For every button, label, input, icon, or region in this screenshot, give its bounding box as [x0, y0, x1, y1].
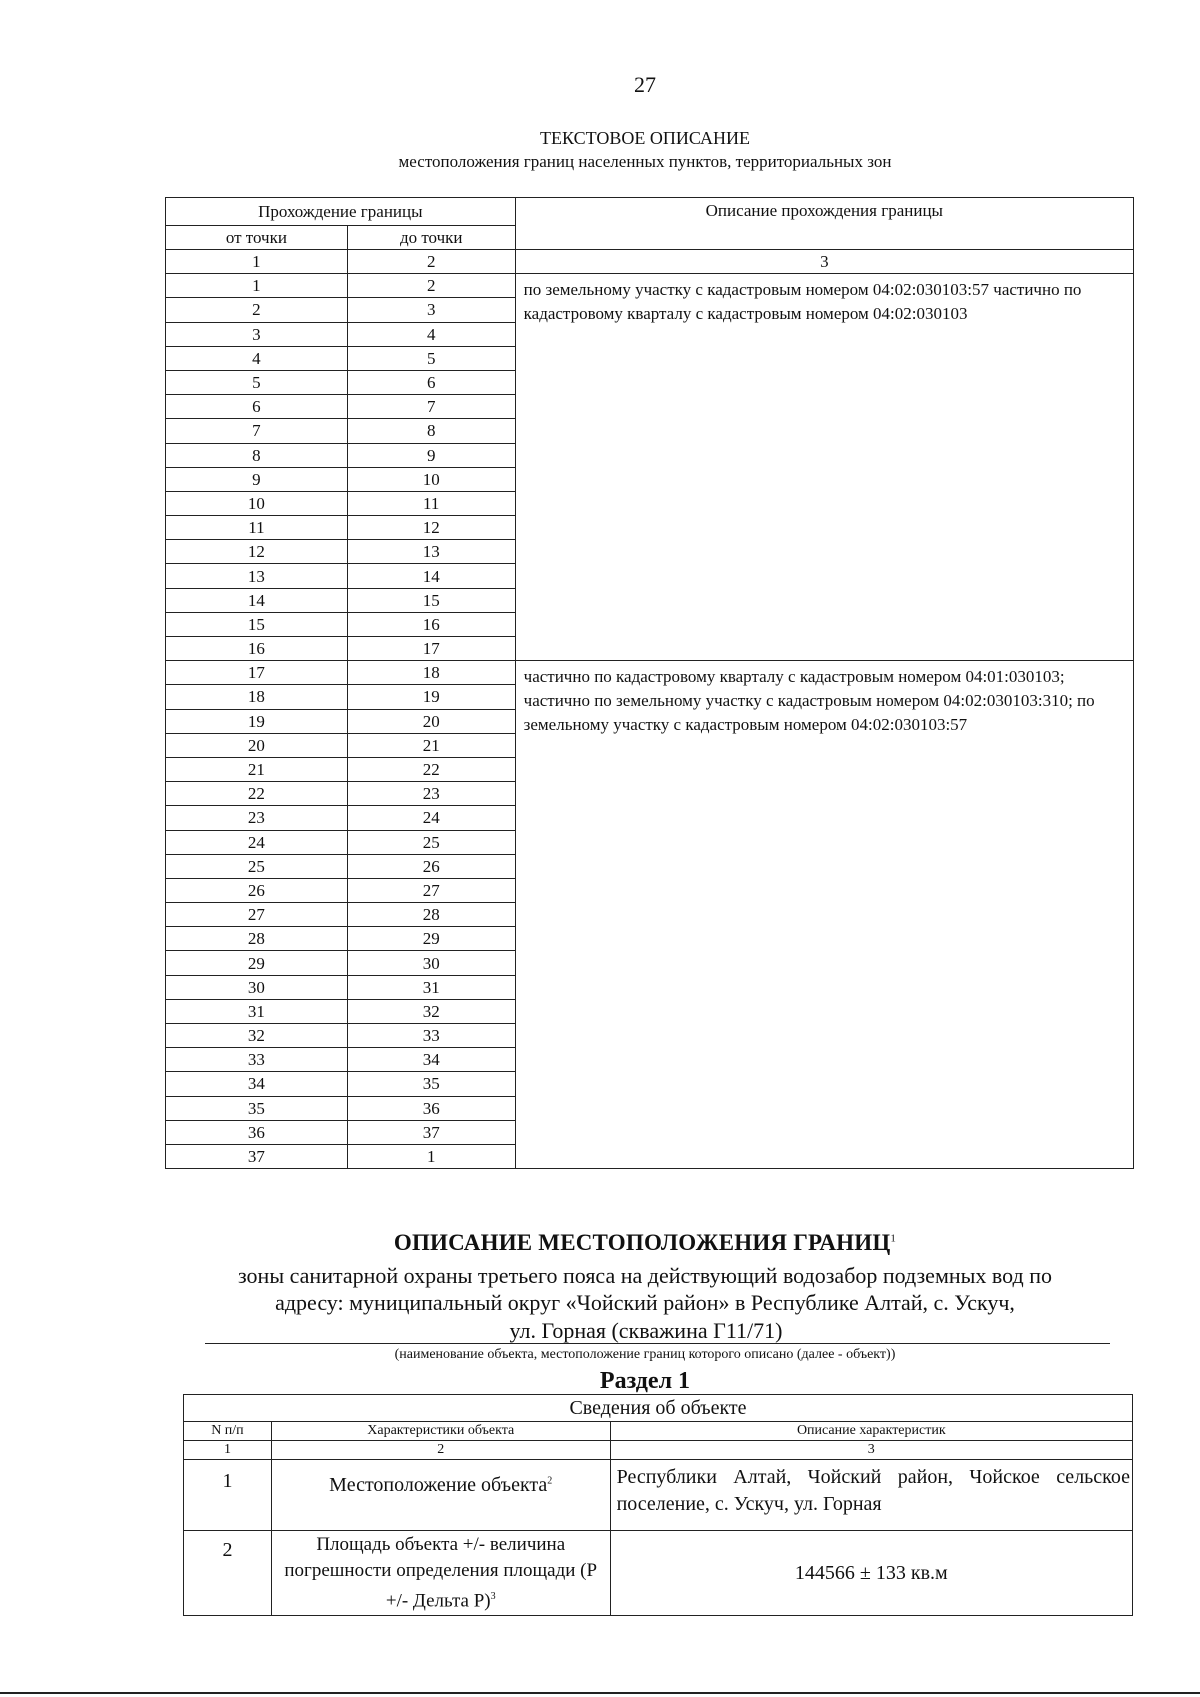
object-info-table [183, 1394, 1133, 1616]
from-point-cell: 3 [166, 322, 348, 346]
header-to-point: до точки [347, 226, 515, 250]
to-point-cell: 10 [347, 467, 515, 491]
to-point-cell: 25 [347, 830, 515, 854]
from-point-cell: 2 [166, 298, 348, 322]
object-name-caption: (наименование объекта, местоположение границ которого описано (далее - объект)) [394, 1347, 896, 1362]
to-point-cell: 17 [347, 637, 515, 661]
object-info-caption: Сведения об объекте [184, 1395, 1133, 1422]
to-point-cell: 4 [347, 322, 515, 346]
to-point-cell: 29 [347, 927, 515, 951]
to-point-cell: 31 [347, 975, 515, 999]
from-point-cell: 32 [166, 1024, 348, 1048]
from-point-cell: 36 [166, 1120, 348, 1144]
from-point-cell: 19 [166, 709, 348, 733]
from-point-cell: 23 [166, 806, 348, 830]
to-point-cell: 11 [347, 491, 515, 515]
from-point-cell: 15 [166, 612, 348, 636]
to-point-cell: 15 [347, 588, 515, 612]
from-point-cell: 10 [166, 491, 348, 515]
to-point-cell: 30 [347, 951, 515, 975]
from-point-cell: 33 [166, 1048, 348, 1072]
to-point-cell: 12 [347, 516, 515, 540]
object-name-line: адресу: муниципальный округ «Чойский район» в Республике Алтай, с. Ускуч, [275, 1290, 1015, 1315]
characteristic-area: Площадь объекта +/- величина погрешности определения площади (P +/- Дельта P)$^3$ [271, 1531, 610, 1616]
from-point-cell: 22 [166, 782, 348, 806]
row-number: 1 [184, 1460, 272, 1531]
to-point-cell: 14 [347, 564, 515, 588]
from-point-cell: 26 [166, 878, 348, 902]
footnote-mark: 2 [547, 1475, 553, 1487]
object-name-line: зоны санитарной охраны третьего пояса на действующий водозабор подземных вод по [238, 1263, 1052, 1288]
header-boundary-passage: Прохождение границы [166, 198, 516, 226]
boundary-description-segment-1: по земельному участку с кадастровым номером 04:02:030103:57 частично по кадастровому кварталу с кадастровым номером 04:02:030103 [515, 274, 1133, 661]
area-value: 144566 ± 133 кв.м [610, 1531, 1132, 1616]
header-row-number: N п/п [184, 1422, 272, 1441]
location-value: Республики Алтай, Чойский район, Чойское сельское поселение, с. Ускуч, ул. Горная [610, 1460, 1132, 1531]
from-point-cell: 6 [166, 395, 348, 419]
page-bottom-line [0, 1692, 1200, 1694]
column-number: 3 [515, 250, 1133, 274]
to-point-cell: 28 [347, 903, 515, 927]
from-point-cell: 20 [166, 733, 348, 757]
to-point-cell: 24 [347, 806, 515, 830]
to-point-cell: 32 [347, 999, 515, 1023]
from-point-cell: 14 [166, 588, 348, 612]
from-point-cell: 25 [166, 854, 348, 878]
from-point-cell: 18 [166, 685, 348, 709]
to-point-cell: 26 [347, 854, 515, 878]
characteristic-location: Местоположение объекта$^2$ [271, 1460, 610, 1531]
to-point-cell: 19 [347, 685, 515, 709]
boundary-table [165, 197, 1134, 1169]
footnote-mark: 3 [490, 1590, 496, 1602]
boundary-description-segment-2: частично по кадастровому кварталу с кадастровым номером 04:01:030103; частично по земельному участку с кадастровым номером 04:02:030103:310; по земельному участку с кадастровым номером 04:02:030103:57 [515, 661, 1133, 1169]
to-point-cell: 7 [347, 395, 515, 419]
to-point-cell: 27 [347, 878, 515, 902]
to-point-cell: 2 [347, 274, 515, 298]
column-number: 2 [347, 250, 515, 274]
from-point-cell: 34 [166, 1072, 348, 1096]
object-name-underline [205, 1343, 1110, 1344]
from-point-cell: 16 [166, 637, 348, 661]
boundary-description-heading: ОПИСАНИЕ МЕСТОПОЛОЖЕНИЯ ГРАНИЦ$^1$ [393, 1230, 897, 1255]
from-point-cell: 11 [166, 516, 348, 540]
header-boundary-description: Описание прохождения границы [515, 198, 1133, 250]
from-point-cell: 7 [166, 419, 348, 443]
section-title: Раздел 1 [599, 1368, 691, 1394]
from-point-cell: 4 [166, 346, 348, 370]
to-point-cell: 13 [347, 540, 515, 564]
table-row [166, 274, 1134, 298]
document-title: ТЕКСТОВОЕ ОПИСАНИЕ [540, 128, 750, 148]
to-point-cell: 33 [347, 1024, 515, 1048]
to-point-cell: 5 [347, 346, 515, 370]
from-point-cell: 29 [166, 951, 348, 975]
to-point-cell: 21 [347, 733, 515, 757]
to-point-cell: 37 [347, 1120, 515, 1144]
from-point-cell: 5 [166, 370, 348, 394]
to-point-cell: 16 [347, 612, 515, 636]
column-number: 1 [166, 250, 348, 274]
from-point-cell: 31 [166, 999, 348, 1023]
header-characteristic-description: Описание характеристик [610, 1422, 1132, 1441]
to-point-cell: 36 [347, 1096, 515, 1120]
header-characteristic: Характеристики объекта [271, 1422, 610, 1441]
column-number: 2 [271, 1441, 610, 1460]
table-row [166, 661, 1134, 685]
to-point-cell: 8 [347, 419, 515, 443]
header-from-point: от точки [166, 226, 348, 250]
from-point-cell: 37 [166, 1144, 348, 1168]
from-point-cell: 9 [166, 467, 348, 491]
from-point-cell: 8 [166, 443, 348, 467]
to-point-cell: 3 [347, 298, 515, 322]
from-point-cell: 17 [166, 661, 348, 685]
row-number: 2 [184, 1531, 272, 1616]
from-point-cell: 21 [166, 757, 348, 781]
from-point-cell: 1 [166, 274, 348, 298]
object-name-line: ул. Горная (скважина Г11/71) [509, 1318, 783, 1343]
from-point-cell: 12 [166, 540, 348, 564]
column-number: 3 [610, 1441, 1132, 1460]
to-point-cell: 6 [347, 370, 515, 394]
to-point-cell: 9 [347, 443, 515, 467]
from-point-cell: 30 [166, 975, 348, 999]
to-point-cell: 35 [347, 1072, 515, 1096]
page-number: 27 [634, 72, 656, 97]
to-point-cell: 1 [347, 1144, 515, 1168]
to-point-cell: 34 [347, 1048, 515, 1072]
footnote-mark: 1 [890, 1232, 897, 1245]
from-point-cell: 28 [166, 927, 348, 951]
document-subtitle: местоположения границ населенных пунктов, территориальных зон [398, 152, 892, 171]
from-point-cell: 35 [166, 1096, 348, 1120]
column-number: 1 [184, 1441, 272, 1460]
to-point-cell: 22 [347, 757, 515, 781]
from-point-cell: 13 [166, 564, 348, 588]
to-point-cell: 23 [347, 782, 515, 806]
from-point-cell: 27 [166, 903, 348, 927]
from-point-cell: 24 [166, 830, 348, 854]
to-point-cell: 20 [347, 709, 515, 733]
to-point-cell: 18 [347, 661, 515, 685]
